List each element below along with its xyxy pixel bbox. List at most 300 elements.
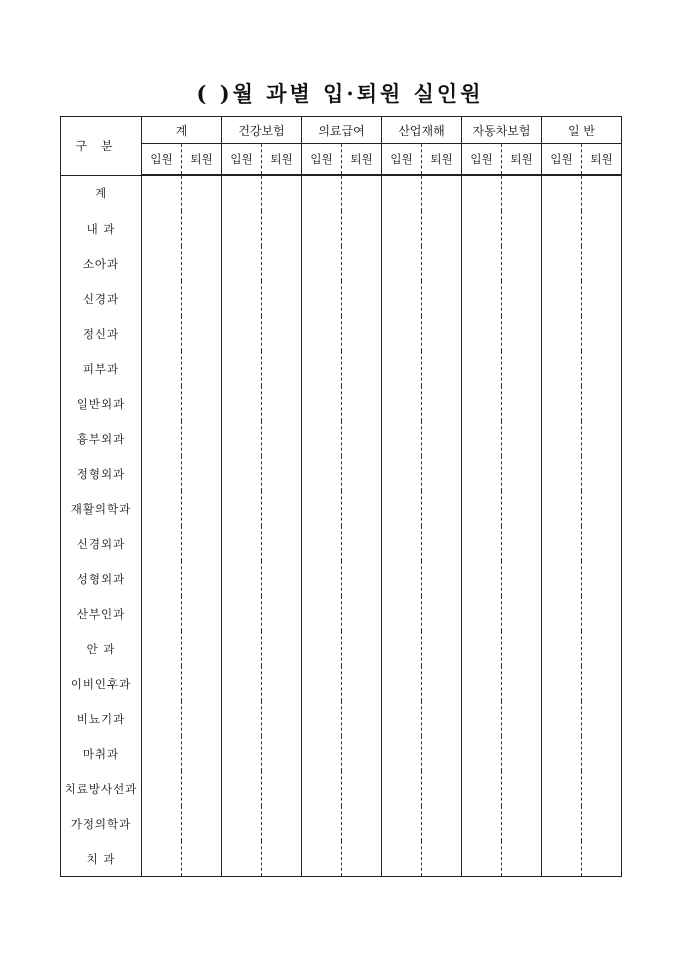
admission-cell bbox=[302, 841, 342, 877]
discharge-cell bbox=[502, 561, 542, 596]
discharge-cell bbox=[422, 561, 462, 596]
discharge-cell bbox=[262, 666, 302, 701]
admission-cell bbox=[462, 421, 502, 456]
discharge-cell bbox=[262, 561, 302, 596]
table-row bbox=[61, 246, 622, 281]
group-header-auto-insurance: 자동차보험 bbox=[462, 117, 542, 144]
admission-cell bbox=[542, 526, 582, 561]
group-header-health-insurance: 건강보험 bbox=[222, 117, 302, 144]
sub-header-admission: 입원 bbox=[142, 144, 182, 176]
table-row bbox=[61, 491, 622, 526]
table-row bbox=[61, 456, 622, 491]
discharge-cell bbox=[262, 806, 302, 841]
discharge-cell bbox=[342, 631, 382, 666]
admission-cell bbox=[142, 806, 182, 841]
discharge-cell bbox=[422, 456, 462, 491]
admission-cell bbox=[302, 806, 342, 841]
discharge-cell bbox=[582, 421, 622, 456]
admission-cell bbox=[462, 351, 502, 386]
admission-cell bbox=[382, 246, 422, 281]
admission-cell bbox=[302, 386, 342, 421]
table-row bbox=[61, 526, 622, 561]
discharge-cell bbox=[582, 771, 622, 806]
discharge-cell bbox=[182, 351, 222, 386]
admission-cell bbox=[382, 736, 422, 771]
admission-cell bbox=[142, 281, 182, 316]
admission-cell bbox=[302, 456, 342, 491]
discharge-cell bbox=[422, 771, 462, 806]
admission-cell bbox=[382, 701, 422, 736]
admission-cell bbox=[142, 736, 182, 771]
discharge-cell bbox=[502, 491, 542, 526]
discharge-cell bbox=[502, 596, 542, 631]
admission-cell bbox=[542, 841, 582, 877]
discharge-cell bbox=[262, 246, 302, 281]
admission-cell bbox=[222, 211, 262, 246]
sub-header-admission: 입원 bbox=[542, 144, 582, 176]
admission-cell bbox=[142, 351, 182, 386]
admission-cell bbox=[542, 351, 582, 386]
table-row bbox=[61, 561, 622, 596]
admission-cell bbox=[222, 771, 262, 806]
discharge-cell bbox=[502, 386, 542, 421]
admission-cell bbox=[382, 281, 422, 316]
admission-cell bbox=[382, 631, 422, 666]
table-row bbox=[61, 666, 622, 701]
table-row bbox=[61, 351, 622, 386]
sub-header-discharge: 퇴원 bbox=[342, 144, 382, 176]
admission-cell bbox=[222, 316, 262, 351]
admission-cell bbox=[302, 561, 342, 596]
sub-header-admission: 입원 bbox=[222, 144, 262, 176]
admission-cell bbox=[302, 666, 342, 701]
admission-cell bbox=[462, 246, 502, 281]
discharge-cell bbox=[582, 246, 622, 281]
discharge-cell bbox=[342, 666, 382, 701]
discharge-cell bbox=[582, 211, 622, 246]
discharge-cell bbox=[262, 386, 302, 421]
discharge-cell bbox=[342, 281, 382, 316]
discharge-cell bbox=[182, 666, 222, 701]
table-row bbox=[61, 736, 622, 771]
discharge-cell bbox=[262, 211, 302, 246]
discharge-cell bbox=[262, 281, 302, 316]
table-row bbox=[61, 701, 622, 736]
discharge-cell bbox=[182, 281, 222, 316]
sub-header-discharge: 퇴원 bbox=[262, 144, 302, 176]
admission-cell bbox=[142, 246, 182, 281]
discharge-cell bbox=[502, 701, 542, 736]
discharge-cell bbox=[182, 316, 222, 351]
discharge-cell bbox=[582, 841, 622, 877]
admission-cell bbox=[142, 175, 182, 211]
discharge-cell bbox=[582, 526, 622, 561]
admission-cell bbox=[142, 596, 182, 631]
table-body bbox=[61, 175, 622, 877]
admission-cell bbox=[222, 386, 262, 421]
row-label: 가정의학과 bbox=[61, 806, 142, 841]
discharge-cell bbox=[582, 316, 622, 351]
row-label: 신경과 bbox=[61, 281, 142, 316]
discharge-cell bbox=[502, 631, 542, 666]
discharge-cell bbox=[422, 421, 462, 456]
discharge-cell bbox=[582, 596, 622, 631]
admission-cell bbox=[142, 841, 182, 877]
admission-cell bbox=[542, 596, 582, 631]
admission-cell bbox=[222, 421, 262, 456]
admission-cell bbox=[302, 491, 342, 526]
discharge-cell bbox=[342, 246, 382, 281]
discharge-cell bbox=[182, 596, 222, 631]
admission-cell bbox=[222, 806, 262, 841]
admission-cell bbox=[302, 526, 342, 561]
discharge-cell bbox=[182, 526, 222, 561]
admission-cell bbox=[462, 701, 502, 736]
admission-cell bbox=[542, 771, 582, 806]
discharge-cell bbox=[262, 351, 302, 386]
admission-cell bbox=[462, 211, 502, 246]
discharge-cell bbox=[262, 771, 302, 806]
discharge-cell bbox=[182, 175, 222, 211]
row-label: 정형외과 bbox=[61, 456, 142, 491]
row-label: 산부인과 bbox=[61, 596, 142, 631]
discharge-cell bbox=[342, 456, 382, 491]
group-header-general: 일 반 bbox=[542, 117, 622, 144]
admission-cell bbox=[302, 246, 342, 281]
table-row bbox=[61, 316, 622, 351]
admission-cell bbox=[382, 175, 422, 211]
discharge-cell bbox=[182, 841, 222, 877]
admission-cell bbox=[222, 491, 262, 526]
table-row bbox=[61, 806, 622, 841]
admission-cell bbox=[462, 526, 502, 561]
admission-cell bbox=[302, 175, 342, 211]
discharge-cell bbox=[182, 771, 222, 806]
admission-cell bbox=[222, 526, 262, 561]
admission-cell bbox=[302, 351, 342, 386]
discharge-cell bbox=[502, 456, 542, 491]
discharge-cell bbox=[582, 281, 622, 316]
table-row bbox=[61, 631, 622, 666]
discharge-cell bbox=[422, 211, 462, 246]
admission-cell bbox=[462, 561, 502, 596]
row-label: 안 과 bbox=[61, 631, 142, 666]
admission-cell bbox=[382, 316, 422, 351]
discharge-cell bbox=[182, 211, 222, 246]
discharge-cell bbox=[342, 175, 382, 211]
admission-cell bbox=[302, 631, 342, 666]
discharge-cell bbox=[582, 175, 622, 211]
group-header-industrial-accident: 산업재해 bbox=[382, 117, 462, 144]
table-row bbox=[61, 771, 622, 806]
sub-header-row bbox=[61, 144, 622, 176]
admission-cell bbox=[462, 666, 502, 701]
admission-cell bbox=[222, 175, 262, 211]
discharge-cell bbox=[502, 771, 542, 806]
discharge-cell bbox=[342, 421, 382, 456]
discharge-cell bbox=[422, 281, 462, 316]
discharge-cell bbox=[342, 211, 382, 246]
discharge-cell bbox=[422, 316, 462, 351]
admission-cell bbox=[462, 491, 502, 526]
discharge-cell bbox=[502, 246, 542, 281]
admission-cell bbox=[462, 316, 502, 351]
row-label: 마취과 bbox=[61, 736, 142, 771]
admission-cell bbox=[462, 456, 502, 491]
admission-cell bbox=[142, 316, 182, 351]
table-row bbox=[61, 175, 622, 211]
table-row bbox=[61, 386, 622, 421]
admission-cell bbox=[542, 456, 582, 491]
admission-cell bbox=[222, 736, 262, 771]
admission-cell bbox=[382, 211, 422, 246]
admission-cell bbox=[302, 421, 342, 456]
admission-cell bbox=[222, 561, 262, 596]
discharge-cell bbox=[342, 351, 382, 386]
admission-cell bbox=[542, 316, 582, 351]
discharge-cell bbox=[422, 841, 462, 877]
discharge-cell bbox=[182, 456, 222, 491]
admission-cell bbox=[382, 456, 422, 491]
admission-cell bbox=[382, 596, 422, 631]
sub-header-discharge: 퇴원 bbox=[422, 144, 462, 176]
table-row bbox=[61, 421, 622, 456]
discharge-cell bbox=[582, 386, 622, 421]
row-label: 일반외과 bbox=[61, 386, 142, 421]
row-label: 소아과 bbox=[61, 246, 142, 281]
admission-cell bbox=[462, 281, 502, 316]
discharge-cell bbox=[262, 316, 302, 351]
row-label: 비뇨기과 bbox=[61, 701, 142, 736]
discharge-cell bbox=[582, 561, 622, 596]
discharge-cell bbox=[182, 736, 222, 771]
discharge-cell bbox=[502, 526, 542, 561]
row-label: 정신과 bbox=[61, 316, 142, 351]
discharge-cell bbox=[342, 386, 382, 421]
discharge-cell bbox=[422, 806, 462, 841]
discharge-cell bbox=[342, 701, 382, 736]
admission-cell bbox=[382, 526, 422, 561]
admission-cell bbox=[462, 771, 502, 806]
admission-cell bbox=[542, 736, 582, 771]
discharge-cell bbox=[502, 806, 542, 841]
discharge-cell bbox=[502, 351, 542, 386]
discharge-cell bbox=[502, 736, 542, 771]
inpatient-discharge-table bbox=[60, 116, 622, 877]
discharge-cell bbox=[502, 666, 542, 701]
row-label: 재활의학과 bbox=[61, 491, 142, 526]
discharge-cell bbox=[342, 491, 382, 526]
discharge-cell bbox=[582, 631, 622, 666]
discharge-cell bbox=[262, 526, 302, 561]
admission-cell bbox=[542, 701, 582, 736]
discharge-cell bbox=[342, 526, 382, 561]
admission-cell bbox=[542, 386, 582, 421]
discharge-cell bbox=[422, 351, 462, 386]
category-header: 구분 bbox=[61, 117, 142, 176]
discharge-cell bbox=[502, 841, 542, 877]
discharge-cell bbox=[502, 211, 542, 246]
discharge-cell bbox=[182, 631, 222, 666]
discharge-cell bbox=[182, 386, 222, 421]
admission-cell bbox=[222, 631, 262, 666]
admission-cell bbox=[542, 561, 582, 596]
admission-cell bbox=[542, 631, 582, 666]
discharge-cell bbox=[422, 631, 462, 666]
discharge-cell bbox=[342, 316, 382, 351]
row-label: 내 과 bbox=[61, 211, 142, 246]
discharge-cell bbox=[342, 771, 382, 806]
row-label: 치료방사선과 bbox=[61, 771, 142, 806]
discharge-cell bbox=[262, 421, 302, 456]
row-label: 흉부외과 bbox=[61, 421, 142, 456]
discharge-cell bbox=[582, 351, 622, 386]
discharge-cell bbox=[422, 596, 462, 631]
admission-cell bbox=[382, 386, 422, 421]
admission-cell bbox=[462, 841, 502, 877]
admission-cell bbox=[302, 211, 342, 246]
sub-header-discharge: 퇴원 bbox=[582, 144, 622, 176]
sub-header-discharge: 퇴원 bbox=[502, 144, 542, 176]
discharge-cell bbox=[582, 701, 622, 736]
admission-cell bbox=[222, 596, 262, 631]
discharge-cell bbox=[262, 456, 302, 491]
table-row bbox=[61, 281, 622, 316]
admission-cell bbox=[382, 561, 422, 596]
admission-cell bbox=[142, 386, 182, 421]
discharge-cell bbox=[582, 491, 622, 526]
admission-cell bbox=[382, 771, 422, 806]
discharge-cell bbox=[262, 701, 302, 736]
sub-header-admission: 입원 bbox=[302, 144, 342, 176]
discharge-cell bbox=[342, 841, 382, 877]
discharge-cell bbox=[422, 701, 462, 736]
admission-cell bbox=[382, 421, 422, 456]
admission-cell bbox=[302, 596, 342, 631]
admission-cell bbox=[542, 246, 582, 281]
discharge-cell bbox=[262, 175, 302, 211]
discharge-cell bbox=[582, 736, 622, 771]
admission-cell bbox=[302, 736, 342, 771]
group-header-medical-aid: 의료급여 bbox=[302, 117, 382, 144]
discharge-cell bbox=[182, 246, 222, 281]
row-label: 이비인후과 bbox=[61, 666, 142, 701]
table-row bbox=[61, 596, 622, 631]
discharge-cell bbox=[182, 491, 222, 526]
discharge-cell bbox=[182, 806, 222, 841]
table-row bbox=[61, 211, 622, 246]
discharge-cell bbox=[342, 736, 382, 771]
admission-cell bbox=[222, 841, 262, 877]
group-header-total: 계 bbox=[142, 117, 222, 144]
admission-cell bbox=[222, 666, 262, 701]
admission-cell bbox=[542, 806, 582, 841]
discharge-cell bbox=[422, 386, 462, 421]
page-title: ( )월 과별 입·퇴원 실인원 bbox=[196, 81, 484, 106]
discharge-cell bbox=[262, 736, 302, 771]
admission-cell bbox=[142, 561, 182, 596]
admission-cell bbox=[302, 701, 342, 736]
discharge-cell bbox=[182, 561, 222, 596]
admission-cell bbox=[222, 246, 262, 281]
discharge-cell bbox=[182, 421, 222, 456]
admission-cell bbox=[222, 281, 262, 316]
admission-cell bbox=[142, 491, 182, 526]
discharge-cell bbox=[342, 806, 382, 841]
table-row bbox=[61, 841, 622, 877]
admission-cell bbox=[222, 351, 262, 386]
admission-cell bbox=[142, 701, 182, 736]
sub-header-admission: 입원 bbox=[382, 144, 422, 176]
admission-cell bbox=[142, 456, 182, 491]
admission-cell bbox=[382, 806, 422, 841]
admission-cell bbox=[382, 666, 422, 701]
admission-cell bbox=[542, 491, 582, 526]
discharge-cell bbox=[262, 841, 302, 877]
sub-header-discharge: 퇴원 bbox=[182, 144, 222, 176]
admission-cell bbox=[462, 596, 502, 631]
admission-cell bbox=[302, 316, 342, 351]
discharge-cell bbox=[342, 561, 382, 596]
admission-cell bbox=[542, 211, 582, 246]
admission-cell bbox=[542, 281, 582, 316]
discharge-cell bbox=[262, 631, 302, 666]
row-label: 신경외과 bbox=[61, 526, 142, 561]
admission-cell bbox=[142, 526, 182, 561]
discharge-cell bbox=[502, 421, 542, 456]
admission-cell bbox=[222, 701, 262, 736]
discharge-cell bbox=[342, 596, 382, 631]
row-label: 계 bbox=[61, 175, 142, 211]
admission-cell bbox=[142, 631, 182, 666]
discharge-cell bbox=[502, 175, 542, 211]
admission-cell bbox=[462, 386, 502, 421]
admission-cell bbox=[542, 175, 582, 211]
discharge-cell bbox=[422, 526, 462, 561]
admission-cell bbox=[462, 806, 502, 841]
discharge-cell bbox=[422, 491, 462, 526]
admission-cell bbox=[382, 491, 422, 526]
discharge-cell bbox=[422, 246, 462, 281]
row-label: 치 과 bbox=[61, 841, 142, 877]
admission-cell bbox=[382, 841, 422, 877]
discharge-cell bbox=[422, 666, 462, 701]
admission-cell bbox=[142, 211, 182, 246]
discharge-cell bbox=[582, 666, 622, 701]
admission-cell bbox=[462, 631, 502, 666]
admission-cell bbox=[222, 456, 262, 491]
discharge-cell bbox=[582, 806, 622, 841]
row-label: 성형외과 bbox=[61, 561, 142, 596]
admission-cell bbox=[142, 421, 182, 456]
sub-header-admission: 입원 bbox=[462, 144, 502, 176]
admission-cell bbox=[382, 351, 422, 386]
discharge-cell bbox=[502, 281, 542, 316]
admission-cell bbox=[542, 666, 582, 701]
admission-cell bbox=[142, 666, 182, 701]
discharge-cell bbox=[262, 596, 302, 631]
admission-cell bbox=[142, 771, 182, 806]
discharge-cell bbox=[422, 736, 462, 771]
discharge-cell bbox=[502, 316, 542, 351]
admission-cell bbox=[542, 421, 582, 456]
discharge-cell bbox=[582, 456, 622, 491]
admission-cell bbox=[462, 175, 502, 211]
admission-cell bbox=[302, 771, 342, 806]
admission-cell bbox=[462, 736, 502, 771]
discharge-cell bbox=[262, 491, 302, 526]
admission-cell bbox=[302, 281, 342, 316]
